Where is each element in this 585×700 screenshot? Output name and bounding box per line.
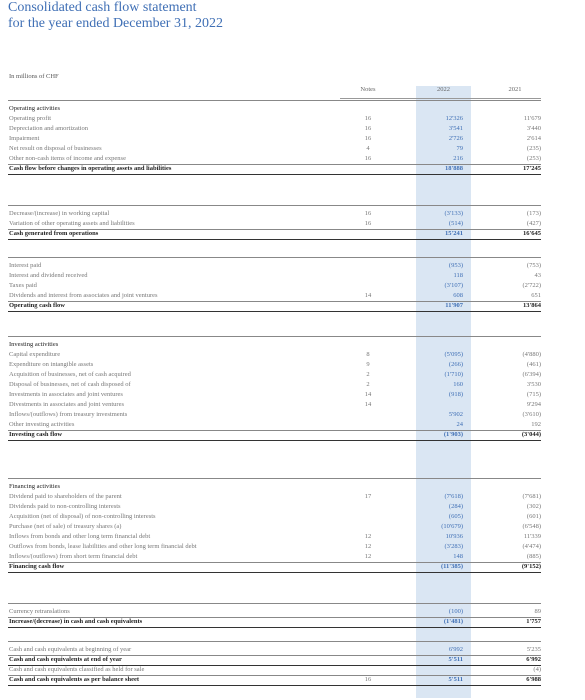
row-note: 17	[364, 493, 372, 500]
notes-header: Notes	[360, 86, 376, 93]
row-value-2022: (1'903)	[443, 431, 463, 438]
row-value-2021: (427)	[526, 220, 541, 227]
row-value-2022: 10'936	[445, 533, 463, 540]
line-item-row	[0, 144, 585, 154]
row-value-2021: (4'474)	[522, 543, 541, 550]
row-value-2022: (1'481)	[443, 618, 463, 625]
row-label: Decrease/(increase) in working capital	[9, 210, 110, 217]
row-label: Financing activities	[9, 483, 61, 490]
total-top-rule	[8, 301, 541, 302]
section-rule	[8, 257, 541, 258]
row-label: Impairment	[9, 135, 40, 142]
row-value-2021: (253)	[526, 155, 541, 162]
section-heading-row	[0, 340, 585, 350]
row-value-2022: (100)	[448, 608, 463, 615]
row-value-2021: 3'530	[526, 381, 541, 388]
row-value-2021: 9'294	[526, 401, 541, 408]
year-2022-header: 2022	[437, 86, 450, 93]
total-row	[0, 430, 585, 440]
line-item-row	[0, 492, 585, 502]
section-rule	[8, 641, 541, 642]
row-label: Interest and dividend received	[9, 272, 88, 279]
row-value-2022: (953)	[448, 262, 463, 269]
line-item-row	[0, 360, 585, 370]
total-top-rule	[8, 164, 541, 165]
total-row	[0, 164, 585, 174]
row-value-2022: (3'107)	[444, 282, 463, 289]
row-value-2022: 5'511	[448, 676, 463, 683]
row-value-2022: 79	[456, 145, 463, 152]
row-value-2021: (461)	[526, 361, 541, 368]
line-item-row	[0, 410, 585, 420]
row-label: Inflows/(outflows) from treasury investments	[9, 411, 128, 418]
row-label: Cash flow before changes in operating assets and liabilities	[9, 165, 172, 172]
row-label: Investments in associates and joint ventures	[9, 391, 123, 398]
total-top-rule	[8, 675, 541, 676]
section-rule	[8, 336, 541, 337]
line-item-row	[0, 380, 585, 390]
row-label: Inflows/(outflows) from short term financial debt	[9, 553, 138, 560]
total-row	[0, 301, 585, 311]
line-item-row	[0, 645, 585, 655]
row-label: Variation of other operating assets and liabilities	[9, 220, 135, 227]
total-row	[0, 229, 585, 239]
row-label: Purchase (net of sale) of treasury shares (a)	[9, 523, 122, 530]
row-value-2021: 43	[534, 272, 541, 279]
row-label: Acquisition of businesses, net of cash acquired	[9, 371, 131, 378]
row-value-2021: (885)	[526, 553, 541, 560]
units-label: In millions of CHF	[9, 73, 59, 80]
row-label: Depreciation and amortization	[9, 125, 89, 132]
total-row	[0, 617, 585, 627]
row-label: Operating profit	[9, 115, 52, 122]
row-value-2021: (302)	[526, 503, 541, 510]
row-note: 12	[364, 533, 372, 540]
row-note: 8	[366, 351, 370, 358]
row-note: 16	[364, 115, 372, 122]
row-label: Other non-cash items of income and expense	[9, 155, 126, 162]
section-rule	[8, 100, 541, 101]
row-label: Inflows from bonds and other long term financial debt	[9, 533, 151, 540]
row-value-2022: 6'992	[448, 646, 463, 653]
row-label: Interest paid	[9, 262, 42, 269]
row-label: Other investing activities	[9, 421, 75, 428]
row-label: Investing cash flow	[9, 431, 63, 438]
row-value-2021: 11'679	[523, 115, 541, 122]
total-row	[0, 562, 585, 572]
row-label: Outflows from bonds, lease liabilities and other long term financial debt	[9, 543, 197, 550]
row-value-2022: 5'902	[448, 411, 463, 418]
row-label: Cash and cash equivalents at beginning of year	[9, 646, 132, 653]
row-value-2022: (266)	[448, 361, 463, 368]
line-item-row	[0, 261, 585, 271]
section-rule	[8, 478, 541, 479]
line-item-row	[0, 532, 585, 542]
total-bottom-rule	[8, 440, 541, 441]
row-label: Net result on disposal of businesses	[9, 145, 102, 152]
row-value-2021: (3'044)	[521, 431, 541, 438]
row-value-2022: 2'726	[448, 135, 463, 142]
row-value-2021: (601)	[526, 513, 541, 520]
row-label: Taxes paid	[9, 282, 37, 289]
line-item-row	[0, 154, 585, 164]
row-label: Operating activities	[9, 105, 61, 112]
line-item-row	[0, 291, 585, 301]
row-note: 4	[366, 145, 370, 152]
title-line-2: for the year ended December 31, 2022	[8, 16, 223, 31]
row-label: Operating cash flow	[9, 302, 65, 309]
header-rule	[340, 98, 541, 99]
total-bottom-rule	[8, 627, 541, 628]
title-line-1: Consolidated cash flow statement	[8, 0, 197, 15]
row-note: 14	[364, 401, 372, 408]
row-value-2021: 17'245	[522, 165, 541, 172]
row-value-2022: 216	[453, 155, 463, 162]
total-row	[0, 655, 585, 665]
column-header	[0, 86, 585, 97]
total-bottom-rule	[8, 174, 541, 175]
row-note: 9	[366, 361, 370, 368]
row-value-2021: 1'757	[526, 618, 541, 625]
row-value-2022: (3'283)	[444, 543, 463, 550]
row-value-2022: 11'907	[445, 302, 463, 309]
row-value-2021: 651	[531, 292, 541, 299]
row-label: Cash and cash equivalents as per balance sheet	[9, 676, 140, 683]
row-value-2022: 15'241	[444, 230, 463, 237]
row-label: Dividends and interest from associates and joint ventures	[9, 292, 158, 299]
row-value-2022: 5'511	[448, 656, 463, 663]
year-2021-header: 2021	[508, 86, 522, 93]
row-value-2021: (6'394)	[522, 371, 541, 378]
line-item-row	[0, 350, 585, 360]
row-note: 12	[364, 553, 372, 560]
row-note: 14	[364, 292, 372, 299]
row-value-2021: (6'548)	[522, 523, 541, 530]
line-item-row	[0, 114, 585, 124]
row-value-2022: (918)	[448, 391, 463, 398]
row-label: Cash generated from operations	[9, 230, 99, 237]
row-value-2021: 192	[531, 421, 541, 428]
line-item-row	[0, 219, 585, 229]
section-rule	[8, 205, 541, 206]
row-value-2022: 118	[453, 272, 463, 279]
row-value-2021: 6'992	[526, 656, 541, 663]
row-value-2021: 6'988	[526, 676, 541, 683]
row-value-2022: 608	[453, 292, 463, 299]
total-bottom-rule	[8, 685, 541, 686]
row-note: 16	[364, 135, 372, 142]
row-value-2021: (235)	[526, 145, 541, 152]
line-item-row	[0, 502, 585, 512]
row-label: Dividend paid to shareholders of the parent	[9, 493, 122, 500]
row-value-2021: (3'610)	[522, 411, 541, 418]
line-item-row	[0, 134, 585, 144]
total-bottom-rule	[8, 311, 541, 312]
total-bottom-rule	[8, 239, 541, 240]
row-label: Cash and cash equivalents classified as held for sale	[9, 666, 145, 673]
line-item-row	[0, 522, 585, 532]
total-bottom-rule	[8, 572, 541, 573]
total-top-rule	[8, 562, 541, 563]
line-item-row	[0, 607, 585, 617]
row-value-2021: 13'864	[522, 302, 541, 309]
total-top-rule	[8, 430, 541, 431]
total-top-rule	[8, 617, 541, 618]
line-item-row	[0, 124, 585, 134]
total-row	[0, 675, 585, 685]
section-heading-row	[0, 482, 585, 492]
row-note: 2	[366, 381, 370, 388]
row-note: 14	[364, 391, 372, 398]
section-rule	[8, 603, 541, 604]
row-value-2022: 12'326	[445, 115, 463, 122]
row-value-2021: (4'880)	[522, 351, 541, 358]
row-note: 16	[364, 220, 372, 227]
total-top-rule	[8, 229, 541, 230]
line-item-row	[0, 420, 585, 430]
row-value-2022: (7'618)	[444, 493, 463, 500]
line-item-row	[0, 209, 585, 219]
row-value-2021: 3'440	[526, 125, 541, 132]
row-note: 16	[364, 155, 372, 162]
line-item-row	[0, 400, 585, 410]
row-label: Acquisition (net of disposal) of non-controlling interests	[9, 513, 156, 520]
row-value-2021: 11'339	[523, 533, 541, 540]
total-top-rule	[8, 655, 541, 656]
row-label: Capital expenditure	[9, 351, 61, 358]
row-value-2022: 18'888	[444, 165, 463, 172]
row-value-2021: (753)	[526, 262, 541, 269]
line-item-row	[0, 542, 585, 552]
row-note: 2	[366, 371, 370, 378]
row-value-2022: 148	[453, 553, 463, 560]
row-value-2021: (173)	[526, 210, 541, 217]
row-value-2022: (3'133)	[444, 210, 463, 217]
row-label: Increase/(decrease) in cash and cash equivalents	[9, 618, 143, 625]
row-value-2022: (5'095)	[444, 351, 463, 358]
row-value-2021: (715)	[526, 391, 541, 398]
row-value-2021: (4)	[533, 666, 541, 673]
row-note: 16	[364, 210, 372, 217]
row-note: 16	[364, 125, 372, 132]
row-value-2022: 24	[456, 421, 463, 428]
row-value-2021: 5'235	[526, 646, 541, 653]
row-label: Dividends paid to non-controlling interests	[9, 503, 121, 510]
row-value-2021: 2'614	[526, 135, 541, 142]
line-item-row	[0, 271, 585, 281]
statement-title	[8, 0, 223, 32]
row-note: 16	[364, 676, 372, 683]
row-label: Currency retranslations	[9, 608, 70, 615]
row-value-2021: (2'722)	[522, 282, 541, 289]
line-item-row	[0, 512, 585, 522]
line-item-row	[0, 281, 585, 291]
row-value-2022: (10'679)	[441, 523, 463, 530]
row-value-2021: 16'645	[522, 230, 541, 237]
row-value-2022: (1'710)	[444, 371, 463, 378]
line-item-row	[0, 370, 585, 380]
section-heading-row	[0, 104, 585, 114]
row-label: Cash and cash equivalents at end of year	[9, 656, 122, 663]
row-note: 12	[364, 543, 372, 550]
row-label: Financing cash flow	[9, 563, 65, 570]
row-label: Expenditure on intangible assets	[9, 361, 94, 368]
line-item-row	[0, 390, 585, 400]
row-value-2022: (284)	[448, 503, 463, 510]
row-value-2021: (7'681)	[522, 493, 541, 500]
row-value-2022: (605)	[448, 513, 463, 520]
row-value-2022: (514)	[448, 220, 463, 227]
row-label: Divestments in associates and joint ventures	[9, 401, 124, 408]
row-value-2022: (11'385)	[440, 563, 463, 570]
row-value-2022: 160	[453, 381, 463, 388]
row-value-2022: 3'541	[448, 125, 463, 132]
row-value-2021: (9'152)	[521, 563, 541, 570]
line-item-row	[0, 552, 585, 562]
row-label: Disposal of businesses, net of cash disposed of	[9, 381, 131, 388]
row-value-2021: 89	[534, 608, 541, 615]
line-item-row	[0, 665, 585, 675]
row-label: Investing activities	[9, 341, 59, 348]
